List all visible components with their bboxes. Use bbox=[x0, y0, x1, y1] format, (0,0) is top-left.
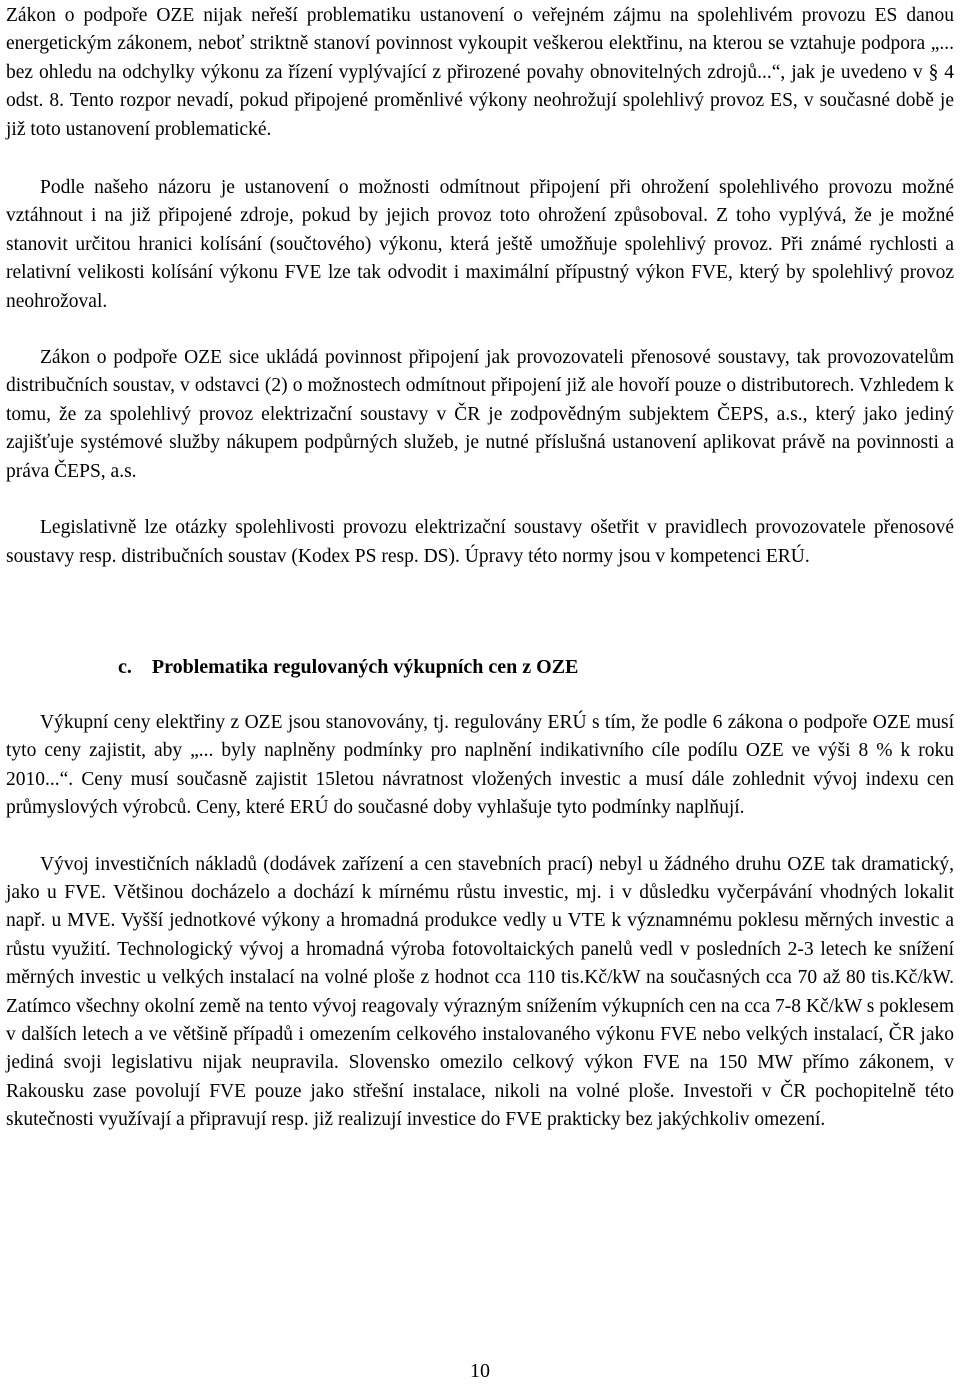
paragraph-4: Legislativně lze otázky spolehlivosti provozu elektrizační soustavy ošetřit v pravidlech provozovatele přenosové soustavy resp. distribučních soustav (Kodex PS resp. DS). Úpravy této normy jsou v kompetenci ERÚ. bbox=[6, 517, 954, 567]
page-number: 10 bbox=[470, 1360, 490, 1382]
document-page bbox=[0, 2, 960, 1386]
paragraph-5: Výkupní ceny elektřiny z OZE jsou stanovovány, tj. regulovány ERÚ s tím, že podle 6 zákona o podpoře OZE musí tyto ceny zajistit, aby „... byly naplněny podmínky pro naplnění indikativního cíle podílu OZE ve výši 8 % k roku 2010...“. Ceny musí současně zajistit 15letou návratnost vložených investic a musí dále zohlednit vývoj indexu cen průmyslových výrobců. Ceny, které ERÚ do současné doby vyhlašuje tyto podmínky naplňují. bbox=[6, 711, 954, 819]
section-heading: c. Problematika regulovaných výkupních cen z OZE bbox=[118, 655, 579, 678]
paragraph-3: Zákon o podpoře OZE sice ukládá povinnost připojení jak provozovateli přenosové soustavy, tak provozovatelům distribučních soustav, v odstavci (2) o možnostech odmítnout připojení již ale hovoří pouze o distributorech. Vzhledem k tomu, že za spolehlivý provoz elektrizační soustavy v ČR je zodpovědným subjektem ČEPS, a.s., který jako jediný zajišťuje systémové služby nákupem podpůrných služeb, je nutné příslušná ustanovení aplikovat právě na povinnosti a práva ČEPS, a.s. bbox=[6, 347, 954, 482]
paragraph-2: Podle našeho názoru je ustanovení o možnosti odmítnout připojení při ohrožení spolehlivého provozu možné vztáhnout i na již připojené zdroje, pokud by jejich provoz toto ohrožení způsoboval. Z toho vyplývá, že je možné stanovit určitou hranici kolísání (součtového) výkonu, která ještě umožňuje spolehlivý provoz. Při známé rychlosti a relativní velikosti kolísání výkonu FVE lze tak odvodit i maximální přípustný výkon FVE, který by spolehlivý provoz neohrožoval. bbox=[6, 177, 954, 312]
paragraph-1: Zákon o podpoře OZE nijak neřeší problematiku ustanovení o veřejném zájmu na spolehlivém provozu ES danou energetickým zákonem, neboť striktně stanoví povinnost vykoupit veškerou elektřinu, na kterou se vztahuje podpora „... bez ohledu na odchylky výkonu za řízení vyplývající z přirozené povahy obnovitelných zdrojů...“, jak je uvedeno v § 4 odst. 8. Tento rozpor nevadí, pokud připojené proměnlivé výkony neohrožují spolehlivý provoz ES, v současné době je již toto ustanovení problematické. bbox=[6, 5, 954, 140]
paragraph-6: Vývoj investičních nákladů (dodávek zařízení a cen stavebních prací) nebyl u žádného druhu OZE tak dramatický, jako u FVE. Většinou docházelo a dochází k mírnému růstu investic, mj. i v důsledku vyčerpávání vhodných lokalit např. u MVE. Vyšší jednotkové výkony a hromadná produkce vedly u VTE k významnému poklesu měrných investic a růstu využití. Technologický vývoj a hromadná výroba fotovoltaických panelů vedl v posledních 2-3 letech ke snížení měrných investic u velkých instalací na volné ploše z hodnot cca 110 tis.Kč/kW na současných cca 70 až 80 tis.Kč/kW. Zatímco všechny okolní země na tento vývoj reagovaly výrazným snížením výkupních cen na cca 7-8 Kč/kW s poklesem v dalších letech a ve většině případů i omezením celkového instalovaného výkonu FVE nebo velkých instalací, ČR jako jediná svoji legislativu nijak neupravila. Slovensko omezilo celkový výkon FVE na 150 MW přímo zákonem, v Rakousku zase povolují FVE pouze jako střešní instalace, nikoli na volné ploše. Investoři v ČR pochopitelně této skutečnosti využívají a připravují resp. již realizují investice do FVE prakticky bez jakýchkoliv omezení. bbox=[6, 853, 954, 1131]
